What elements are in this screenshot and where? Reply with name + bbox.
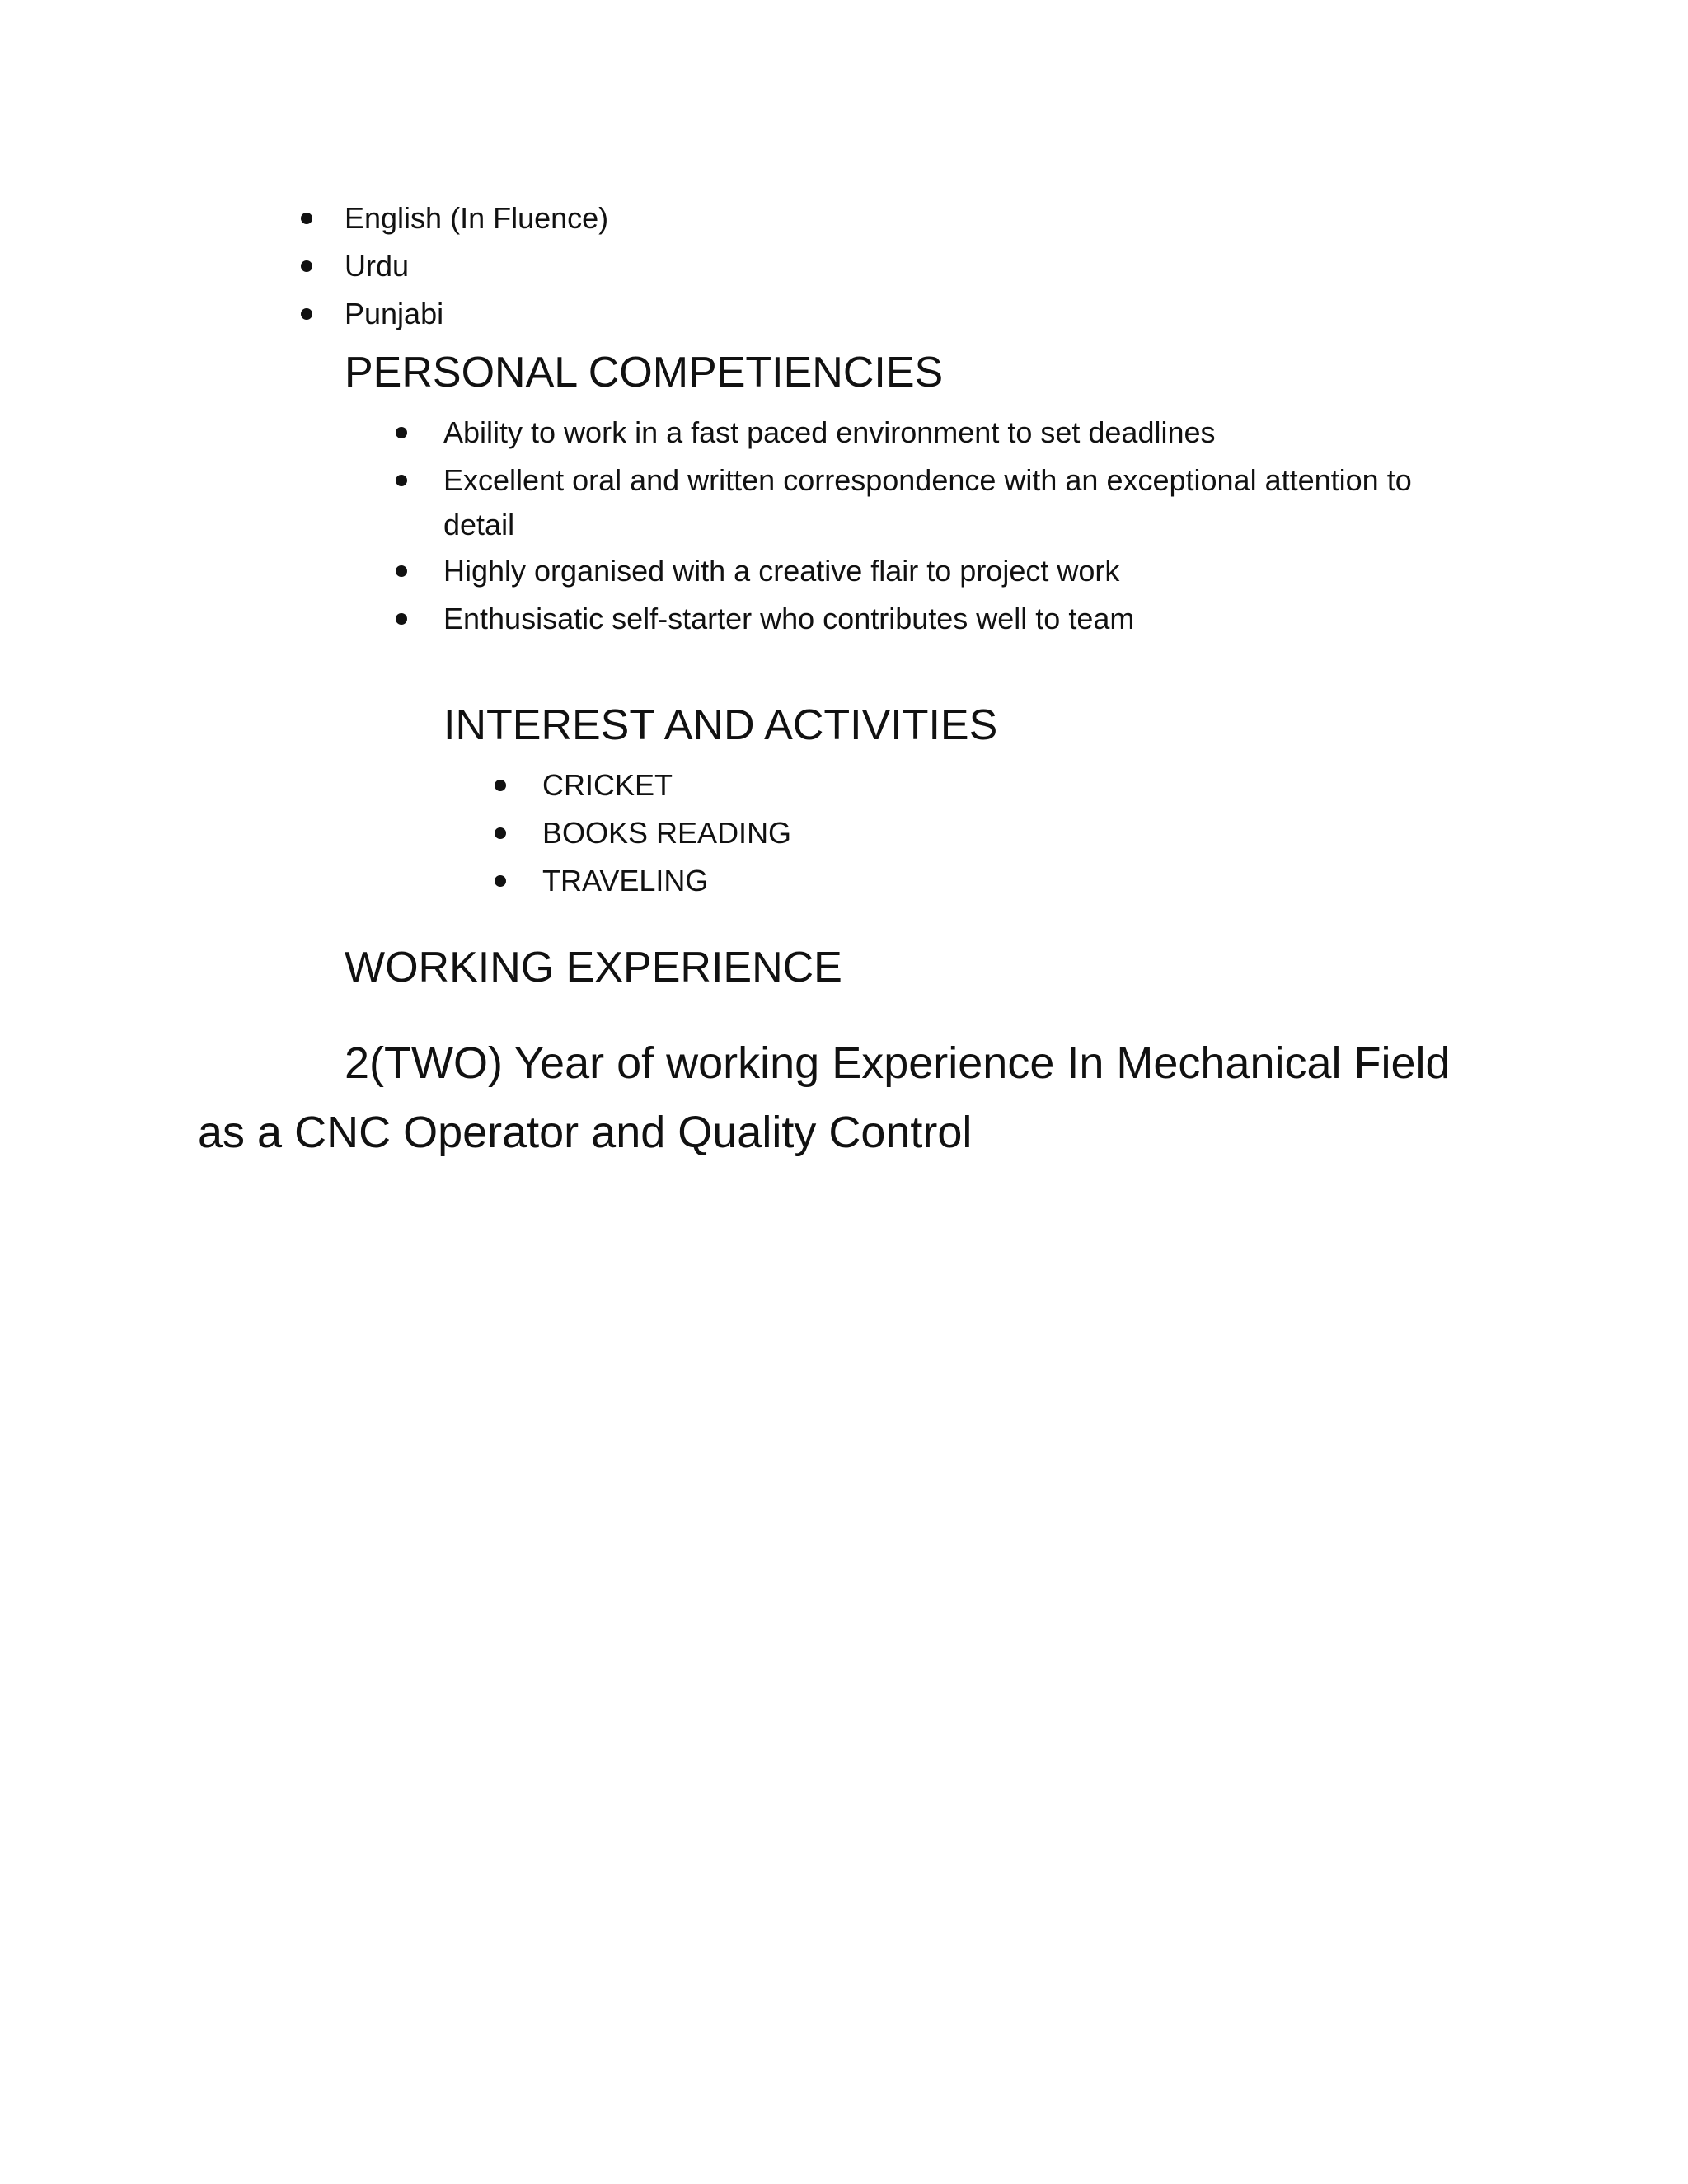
language-label: English (In Fluence)	[345, 201, 609, 235]
interest-label: CRICKET	[542, 768, 673, 802]
languages-list	[0, 194, 1688, 338]
list-item	[0, 809, 1688, 857]
bullet-icon	[396, 427, 407, 438]
list-item	[0, 762, 1688, 809]
bullet-icon	[396, 475, 407, 486]
working-experience-heading: WORKING EXPERIENCE	[345, 944, 842, 991]
bullet-icon	[495, 875, 506, 887]
competency-text: Enthusisatic self-starter who contributes well to team	[443, 602, 1135, 635]
bullet-icon	[301, 308, 312, 320]
experience-text-line1: 2(TWO) Year of working Experience In Mechanical Field	[345, 1038, 1451, 1088]
list-item	[0, 547, 1688, 595]
bullet-icon	[301, 260, 312, 272]
bullet-icon	[495, 780, 506, 791]
bullet-icon	[495, 827, 506, 839]
language-label: Punjabi	[345, 297, 444, 330]
list-item	[0, 290, 1688, 338]
list-item	[0, 457, 1688, 547]
competency-text: Ability to work in a fast paced environment to set deadlines	[443, 415, 1216, 449]
competency-text: Highly organised with a creative flair to project work	[443, 554, 1120, 588]
bullet-icon	[396, 613, 407, 625]
interest-label: BOOKS READING	[542, 816, 792, 850]
experience-text-line2: as a CNC Operator and Quality Control	[198, 1108, 973, 1157]
list-item	[0, 242, 1688, 290]
competencies-list	[0, 409, 1688, 643]
list-item	[0, 409, 1688, 457]
list-item	[0, 857, 1688, 905]
list-item	[0, 194, 1688, 242]
interests-heading: INTEREST AND ACTIVITIES	[443, 701, 998, 749]
personal-competencies-heading: PERSONAL COMPETIENCIES	[345, 349, 944, 396]
list-item	[0, 595, 1688, 643]
competency-text: Excellent oral and written correspondence with an exceptional attention to detail	[443, 463, 1412, 541]
language-label: Urdu	[345, 249, 410, 283]
interests-list	[0, 762, 1688, 905]
interest-label: TRAVELING	[542, 864, 709, 898]
bullet-icon	[396, 565, 407, 577]
bullet-icon	[301, 213, 312, 224]
